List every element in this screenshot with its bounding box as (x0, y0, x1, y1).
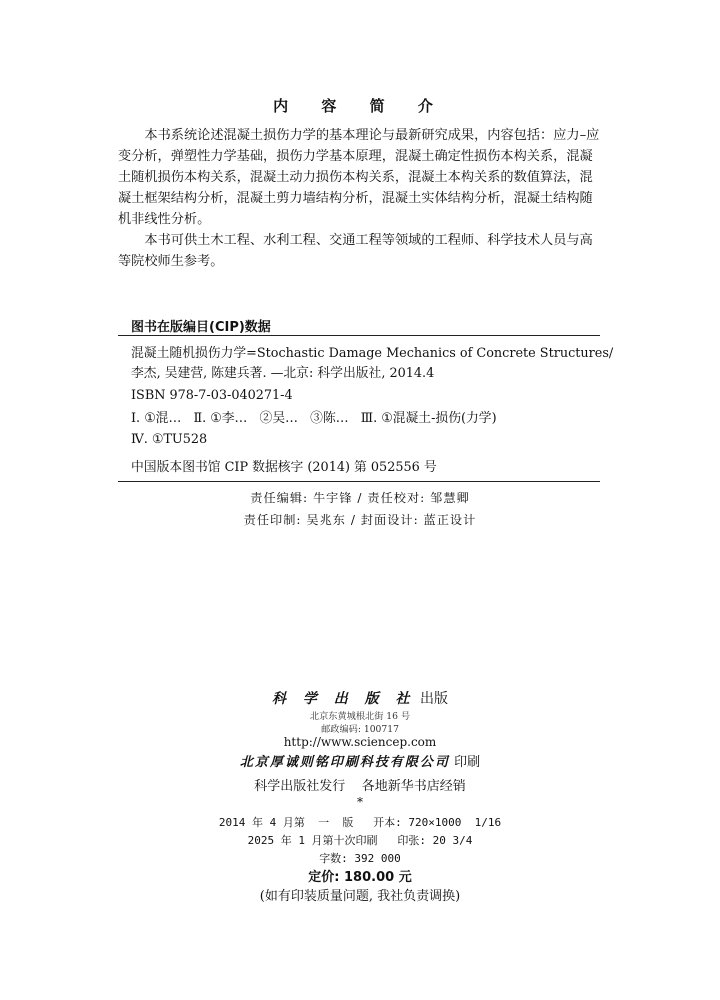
production-credits: 责任印制: 吴兆东 / 封面设计: 蓝正设计 (243, 513, 477, 527)
publisher-name: 科 学 出 版 社 (272, 691, 416, 707)
cip-heading: 图书在版编目(CIP)数据 (131, 320, 271, 335)
edition-line-1: 2014 年 4 月第 一 版 开本: 720×1000 1/16 (218, 816, 502, 829)
intro-paragraph-2: 本书可供土木工程、水利工程、交通工程等领域的工程师、科学技术人员与高等院校师生参考。 (118, 233, 593, 269)
cip-title-line: 混凝土随机损伤力学=Stochastic Damage Mechanics of Concrete Structures/ (131, 346, 614, 361)
cip-isbn: ISBN 978-7-03-040271-4 (131, 388, 293, 403)
printer-name: 北京厚诚则铭印刷科技有限公司 (239, 755, 450, 770)
publisher-suffix: 出版 (419, 691, 448, 707)
publisher-line (0, 688, 720, 708)
word-count: 字数: 392 000 (319, 852, 401, 865)
quality-notice: (如有印装质量问题, 我社负责调换) (259, 889, 461, 904)
cip-bottom-divider (118, 481, 600, 482)
cip-top-divider (118, 335, 600, 336)
printer-suffix: 印刷 (454, 755, 481, 770)
cip-author-line: 李杰, 吴建营, 陈建兵著. —北京: 科学出版社, 2014.4 (131, 366, 435, 381)
cip-record-number: 中国版本图书馆 CIP 数据核字 (2014) 第 052556 号 (131, 460, 437, 475)
intro-section (118, 125, 604, 272)
cip-classification-2: Ⅳ. ①TU528 (131, 432, 208, 447)
price: 定价: 180.00 元 (308, 870, 412, 885)
publisher-postcode: 邮政编码: 100717 (321, 724, 399, 735)
page-title: 内 容 简 介 (273, 97, 447, 115)
separator-star: * (357, 795, 363, 809)
edition-line-2: 2025 年 1 月第十次印刷 印张: 20 3/4 (247, 834, 473, 847)
printer-line (0, 751, 720, 770)
editor-credits: 责任编辑: 牛宇锋 / 责任校对: 邹慧卿 (250, 491, 470, 505)
publisher-address: 北京东黄城根北街 16 号 (309, 711, 411, 722)
intro-paragraph-1: 本书系统论述混凝土损伤力学的基本理论与最新研究成果，内容包括：应力–应变分析，弹塑性力学基础，损伤力学基本原理，混凝土确定性损伤本构关系，混凝土随机损伤本构关系，混凝土动力损伤本构关系，混凝土本构关系的数值算法，混凝土框架结构分析，混凝土剪力墙结构分析，混凝土实体结构分析，混凝土结构随机非线性分析。 (118, 128, 600, 227)
distribution-line: 科学出版社发行 各地新华书店经销 (254, 779, 466, 794)
cip-classification-1: Ⅰ. ①混… Ⅱ. ①李… ②吴… ③陈… Ⅲ. ①混凝土-损伤(力学) (131, 411, 497, 426)
publisher-url: http://www.sciencep.com (283, 735, 437, 749)
